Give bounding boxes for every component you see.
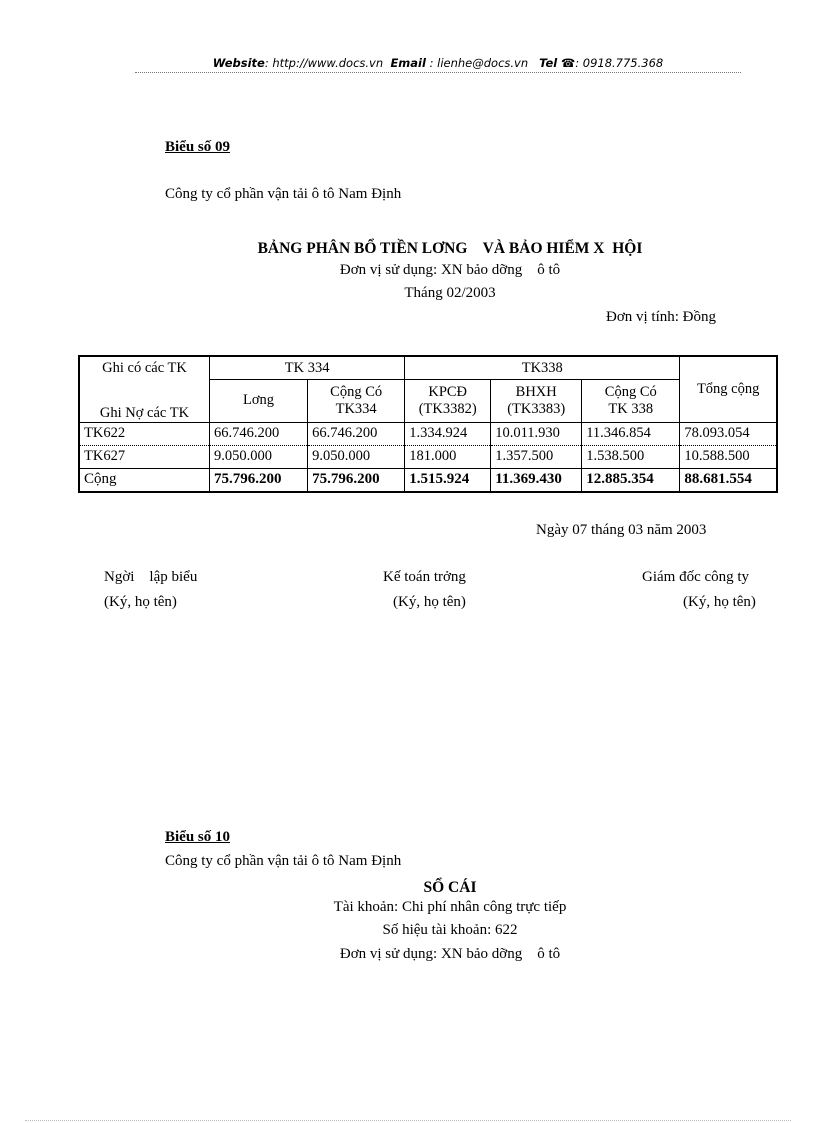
form2-title: SỔ CÁI	[423, 879, 477, 896]
allocation-table	[78, 355, 778, 493]
group-header-tk338: TK338	[405, 356, 680, 380]
form1-label: Biểu số 09	[165, 139, 231, 155]
email-label: Email	[390, 56, 426, 70]
email-value: : lienhe@docs.vn	[429, 56, 529, 70]
signer-preparer-role: Ngời lập biểu	[104, 569, 198, 585]
signer-director-sign: (Ký, họ tên)	[683, 594, 756, 610]
total-row-label: Cộng	[79, 468, 209, 492]
total-bhxh: 11.369.430	[491, 468, 582, 492]
form1-unit-use: Đơn vị sử dụng: XN bảo dỡng ô tô	[339, 262, 561, 278]
header-luong: Lơng	[209, 380, 307, 423]
tel-label: Tel	[539, 56, 558, 70]
header-cong-co-334-line2: TK334	[335, 400, 377, 417]
header-divider	[135, 72, 741, 73]
cell-luong: 9.050.000	[209, 445, 307, 468]
website-value: : http://www.docs.vn	[264, 56, 384, 70]
row-account: TK622	[79, 422, 209, 445]
cell-cong-co-338: 11.346.854	[582, 422, 680, 445]
cell-luong: 66.746.200	[209, 422, 307, 445]
form1-currency-unit: Đơn vị tính: Đồng	[606, 309, 717, 325]
form1-date: Ngày 07 tháng 03 năm 2003	[536, 522, 707, 538]
header-bhxh-line1: BHXH	[515, 383, 557, 400]
header-cong-co-334	[308, 380, 405, 423]
form2-account-name: Tài khoản: Chi phí nhân công trực tiếp	[333, 899, 567, 915]
form2-label: Biểu số 10	[165, 829, 231, 845]
corner-header-credit: Ghi có các TK	[79, 356, 209, 380]
header-cong-co-338-line2: TK 338	[608, 400, 654, 417]
total-grand: 88.681.554	[680, 468, 777, 492]
cell-kpcd: 181.000	[405, 445, 491, 468]
form1-title: BẢNG PHÂN BỔ TIỀN LƠNG VÀ BẢO HIỂM X HỘI	[257, 240, 643, 257]
cell-bhxh: 1.357.500	[491, 445, 582, 468]
signer-preparer-sign: (Ký, họ tên)	[104, 594, 177, 610]
header-cong-co-338	[582, 380, 680, 423]
phone-icon: ☎	[560, 56, 576, 70]
website-label: Website	[212, 56, 265, 70]
header-kpcd-line1: KPCĐ	[428, 383, 468, 400]
header-bhxh	[491, 380, 582, 423]
header-kpcd-line2: (TK3382)	[418, 400, 477, 417]
total-cong-co-338: 12.885.354	[582, 468, 680, 492]
tel-value: : 0918.775.368	[575, 56, 664, 70]
form2-account-number: Số hiệu tài khoản: 622	[382, 922, 518, 938]
table-row	[79, 445, 777, 468]
form1-month: Tháng 02/2003	[404, 285, 496, 301]
cell-bhxh: 10.011.930	[491, 422, 582, 445]
group-header-tk334: TK 334	[209, 356, 404, 380]
corner-header-debit: Ghi Nợ các TK	[79, 380, 209, 423]
signer-accountant-role: Kế toán trởng	[383, 569, 466, 585]
page-header	[135, 56, 741, 70]
cell-total: 10.588.500	[680, 445, 777, 468]
row-account: TK627	[79, 445, 209, 468]
table-total-row	[79, 468, 777, 492]
header-cong-co-334-line1: Cộng Có	[330, 383, 383, 400]
form2-company: Công ty cổ phần vận tải ô tô Nam Định	[165, 853, 402, 869]
signer-accountant-sign: (Ký, họ tên)	[393, 594, 466, 610]
total-luong: 75.796.200	[209, 468, 307, 492]
footer-divider	[25, 1120, 791, 1121]
cell-total: 78.093.054	[680, 422, 777, 445]
header-total: Tổng cộng	[680, 356, 777, 422]
cell-kpcd: 1.334.924	[405, 422, 491, 445]
cell-cong-co-338: 1.538.500	[582, 445, 680, 468]
total-cong-co-334: 75.796.200	[308, 468, 405, 492]
signer-director-role: Giám đốc công ty	[642, 569, 750, 585]
form2-unit-use: Đơn vị sử dụng: XN bảo dỡng ô tô	[339, 946, 561, 962]
cell-cong-co-334: 9.050.000	[308, 445, 405, 468]
cell-cong-co-334: 66.746.200	[308, 422, 405, 445]
header-kpcd	[405, 380, 491, 423]
header-bhxh-line2: (TK3383)	[507, 400, 566, 417]
form1-company: Công ty cổ phần vận tải ô tô Nam Định	[165, 186, 402, 202]
table-row	[79, 422, 777, 445]
total-kpcd: 1.515.924	[405, 468, 491, 492]
header-cong-co-338-line1: Cộng Có	[604, 383, 657, 400]
